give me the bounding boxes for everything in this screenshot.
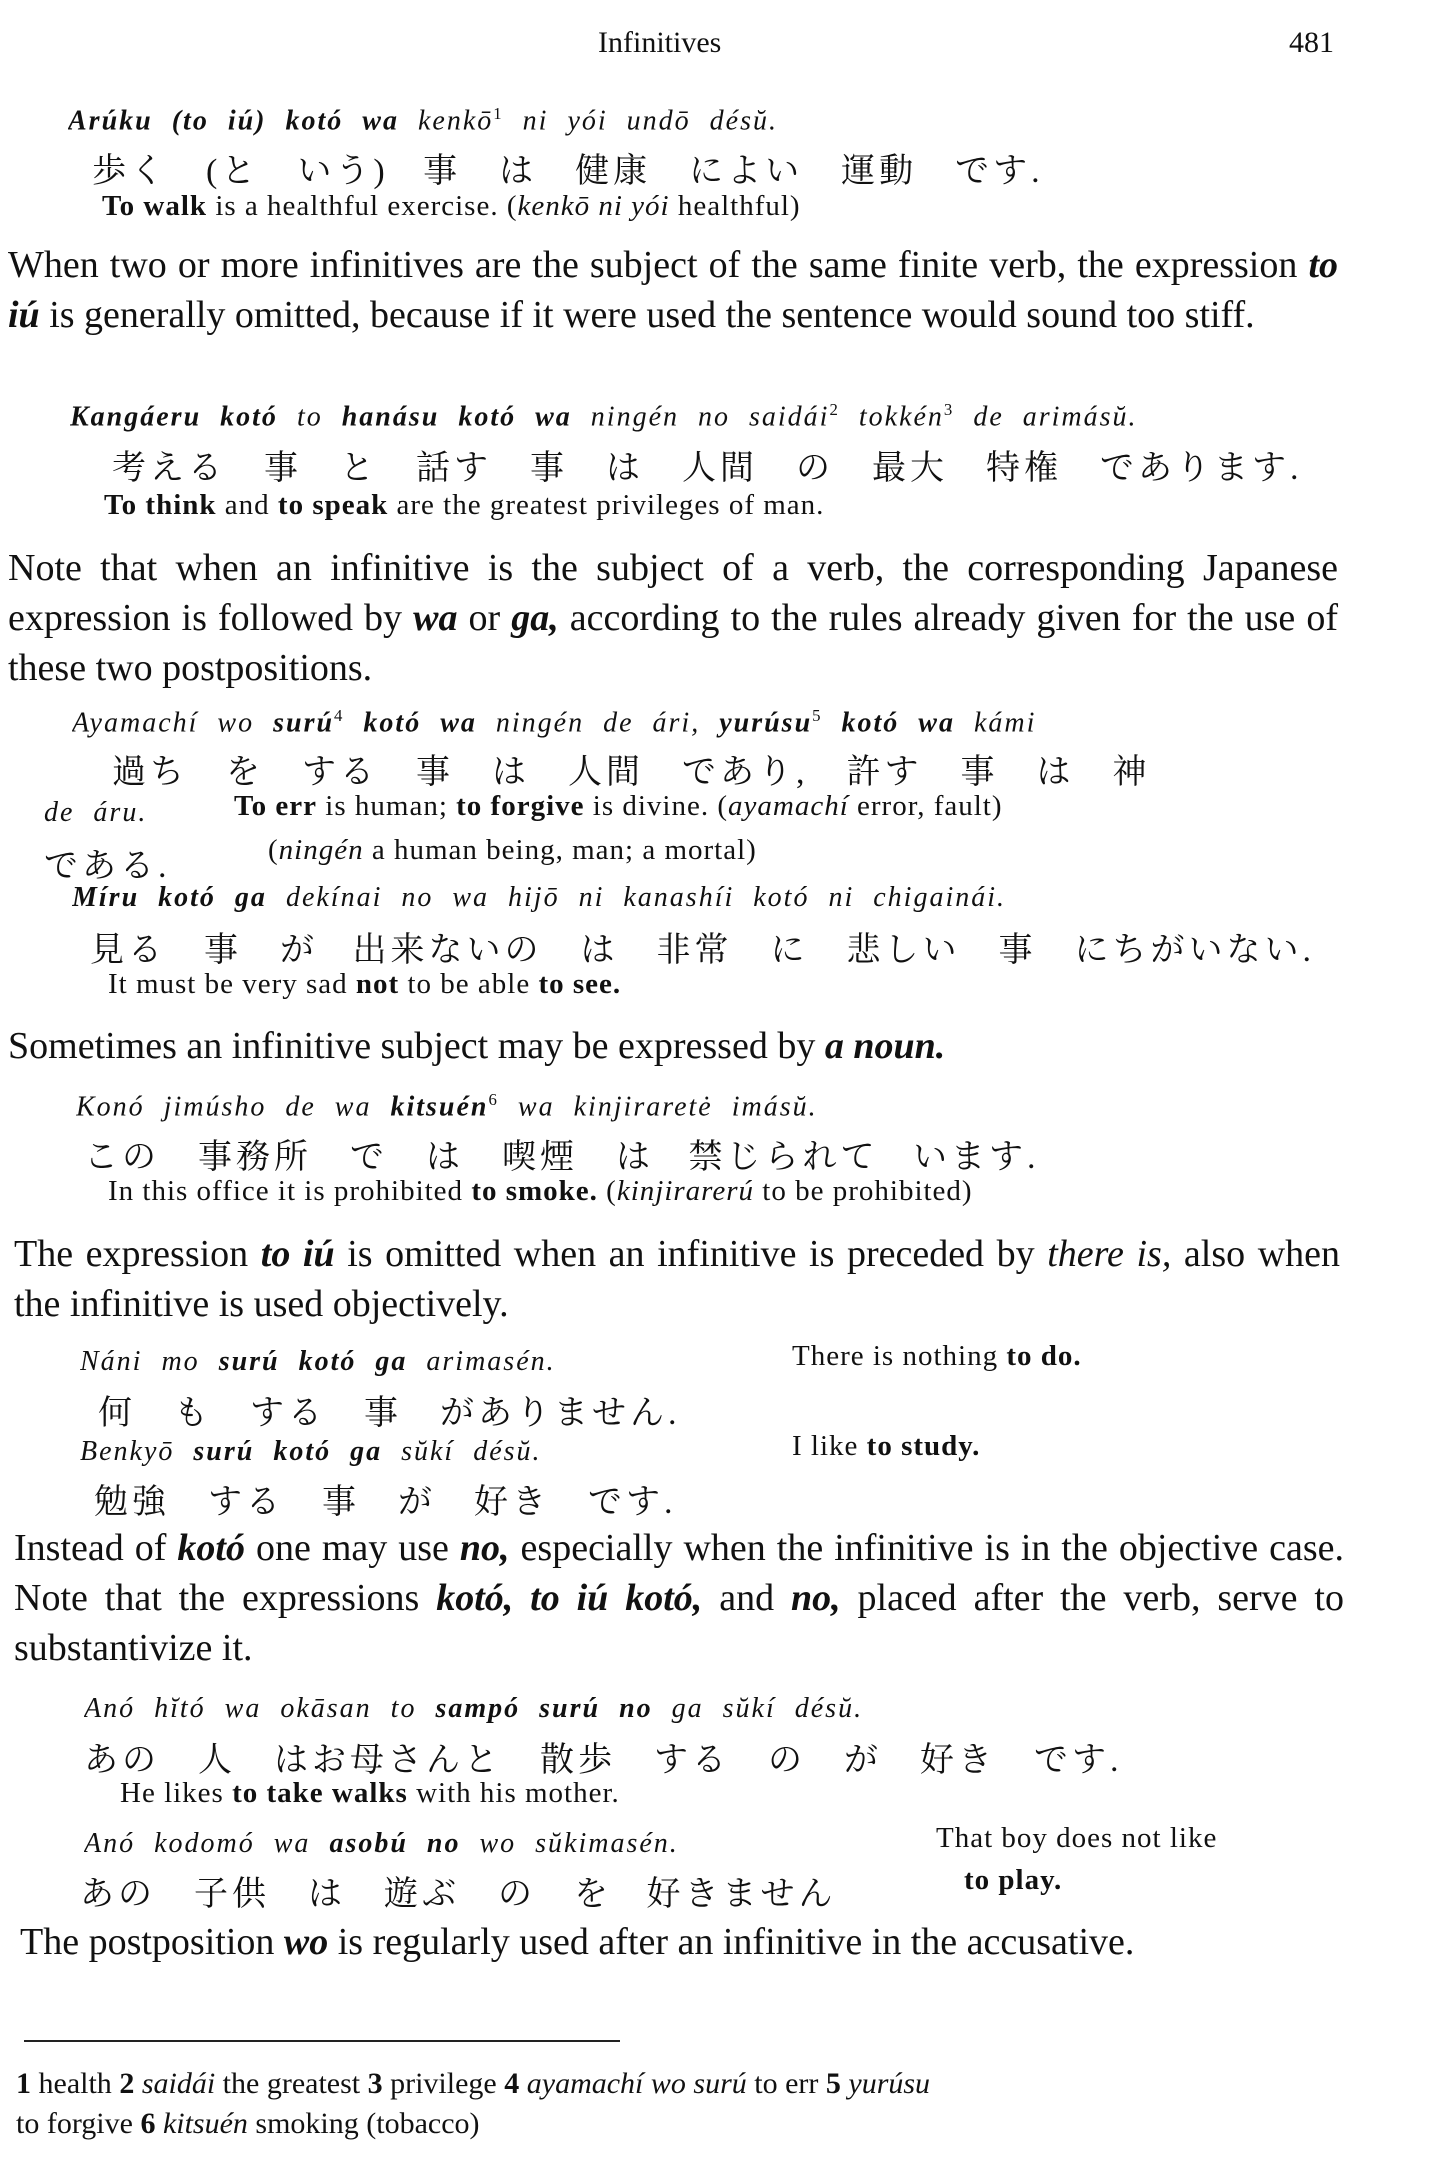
example-6-romaji: Náni mo surú kotó ga arimasén. — [80, 1346, 556, 1377]
page-number: 481 — [1289, 26, 1334, 59]
example-8-romaji: Anó hĭtó wa okāsan to sampó surú no ga sŭkí désŭ. — [84, 1693, 864, 1724]
paragraph-6: The postposition wo is regularly used after an infinitive in the accusative. — [20, 1921, 1135, 1963]
example-5-translation: In this office it is prohibited to smoke. (kinjirarerú to be prohibited) — [108, 1175, 973, 1207]
example-3-gloss: (ningén a human being, man; a mortal) — [268, 834, 757, 866]
example-8-translation: He likes to take walks with his mother. — [120, 1777, 620, 1809]
example-3-romaji-1: Ayamachí wo surú$^4$ kotó wa ningén de ári, yurúsu$^5$ kotó wa kámi — [72, 706, 1037, 739]
example-7-translation: I like to study. — [792, 1430, 981, 1462]
example-8-japanese: あの 人 はお母さんと 散歩 する の が 好き です. — [84, 1742, 1123, 1779]
paragraph-4: The expression to iú is omitted when an infinitive is preceded by there is, also when the infinitive is used objectively. — [14, 1233, 1341, 1325]
example-1-romaji: Arúku (to iú) kotó wa kenkō$^1$ ni yói undō désŭ. — [68, 104, 778, 137]
example-9-japanese: あの 子供 は 遊ぶ の を 好きません — [80, 1876, 837, 1913]
example-1-translation: To walk is a healthful exercise. (kenkō ni yói healthful) — [102, 190, 801, 222]
example-3-japanese-2: である. — [44, 848, 171, 885]
example-9-romaji: Anó kodomó wa asobú no wo sŭkimasén. — [84, 1828, 679, 1859]
example-9-translation-1: That boy does not like — [936, 1822, 1218, 1854]
example-3-romaji-2: de áru. — [44, 797, 148, 828]
example-7-japanese: 勉強 する 事 が 好き です. — [94, 1484, 677, 1521]
paragraph-3: Sometimes an infinitive subject may be expressed by a noun. — [8, 1025, 946, 1067]
example-1-japanese: 歩く (と いう) 事 は 健康 によい 運動 です. — [92, 153, 1044, 190]
example-5-japanese: この 事務所 で は 喫煙 は 禁じられて います. — [84, 1139, 1040, 1176]
example-5-romaji: Konó jimúsho de wa kitsuén$^6$ wa kinjiraretė imásŭ. — [76, 1090, 818, 1123]
example-7-romaji: Benkyō surú kotó ga sŭkí désŭ. — [80, 1436, 542, 1467]
example-4-japanese: 見る 事 が 出来ないの は 非常 に 悲しい 事 にちがいない. — [90, 932, 1315, 969]
example-2-romaji: Kangáeru kotó to hanásu kotó wa ningén no saidái$^2$ tokkén$^3$ de arimásŭ. — [70, 400, 1138, 433]
paragraph-2: Note that when an infinitive is the subject of a verb, the corresponding Japanese expression is followed by wa or ga, according to the rules already given for the use of these two postpositions. — [8, 547, 1338, 689]
footnotes — [16, 2064, 1416, 2144]
running-title: Infinitives — [598, 26, 722, 59]
example-2-translation: To think and to speak are the greatest privileges of man. — [104, 489, 825, 521]
example-2-japanese: 考える 事 と 話す 事 は 人間 の 最大 特権 であります. — [112, 450, 1303, 487]
page-header — [0, 26, 1434, 66]
example-4-translation: It must be very sad not to be able to see. — [108, 968, 622, 1000]
example-4-romaji: Míru kotó ga dekínai no wa hijō ni kanashíi kotó ni chigainái. — [72, 882, 1006, 913]
paragraph-1: When two or more infinitives are the subject of the same finite verb, the expression to iú is generally omitted, because if it were used the sentence would sound too stiff. — [8, 244, 1338, 336]
example-6-translation: There is nothing to do. — [792, 1340, 1082, 1372]
example-3-japanese-1: 過ち を する 事 は 人間 であり, 許す 事 は 神 — [112, 754, 1151, 791]
footnote-line-1: 1 health 2 saidái the greatest 3 privilege 4 ayamachí wo surú to err 5 yurúsu — [16, 2067, 931, 2100]
example-6-japanese: 何 も する 事 がありません. — [98, 1395, 681, 1432]
example-9-translation-2: to play. — [964, 1864, 1063, 1896]
footnote-rule — [24, 2040, 620, 2042]
paragraph-5: Instead of kotó one may use no, especially when the infinitive is in the objective case. Note that the expressions kotó, to iú kotó, and no, placed after the verb, serve to substantivize it. — [14, 1527, 1344, 1669]
example-3-translation: To err is human; to forgive is divine. (ayamachí error, fault) — [234, 790, 1003, 822]
footnote-line-2: to forgive 6 kitsuén smoking (tobacco) — [16, 2107, 480, 2140]
